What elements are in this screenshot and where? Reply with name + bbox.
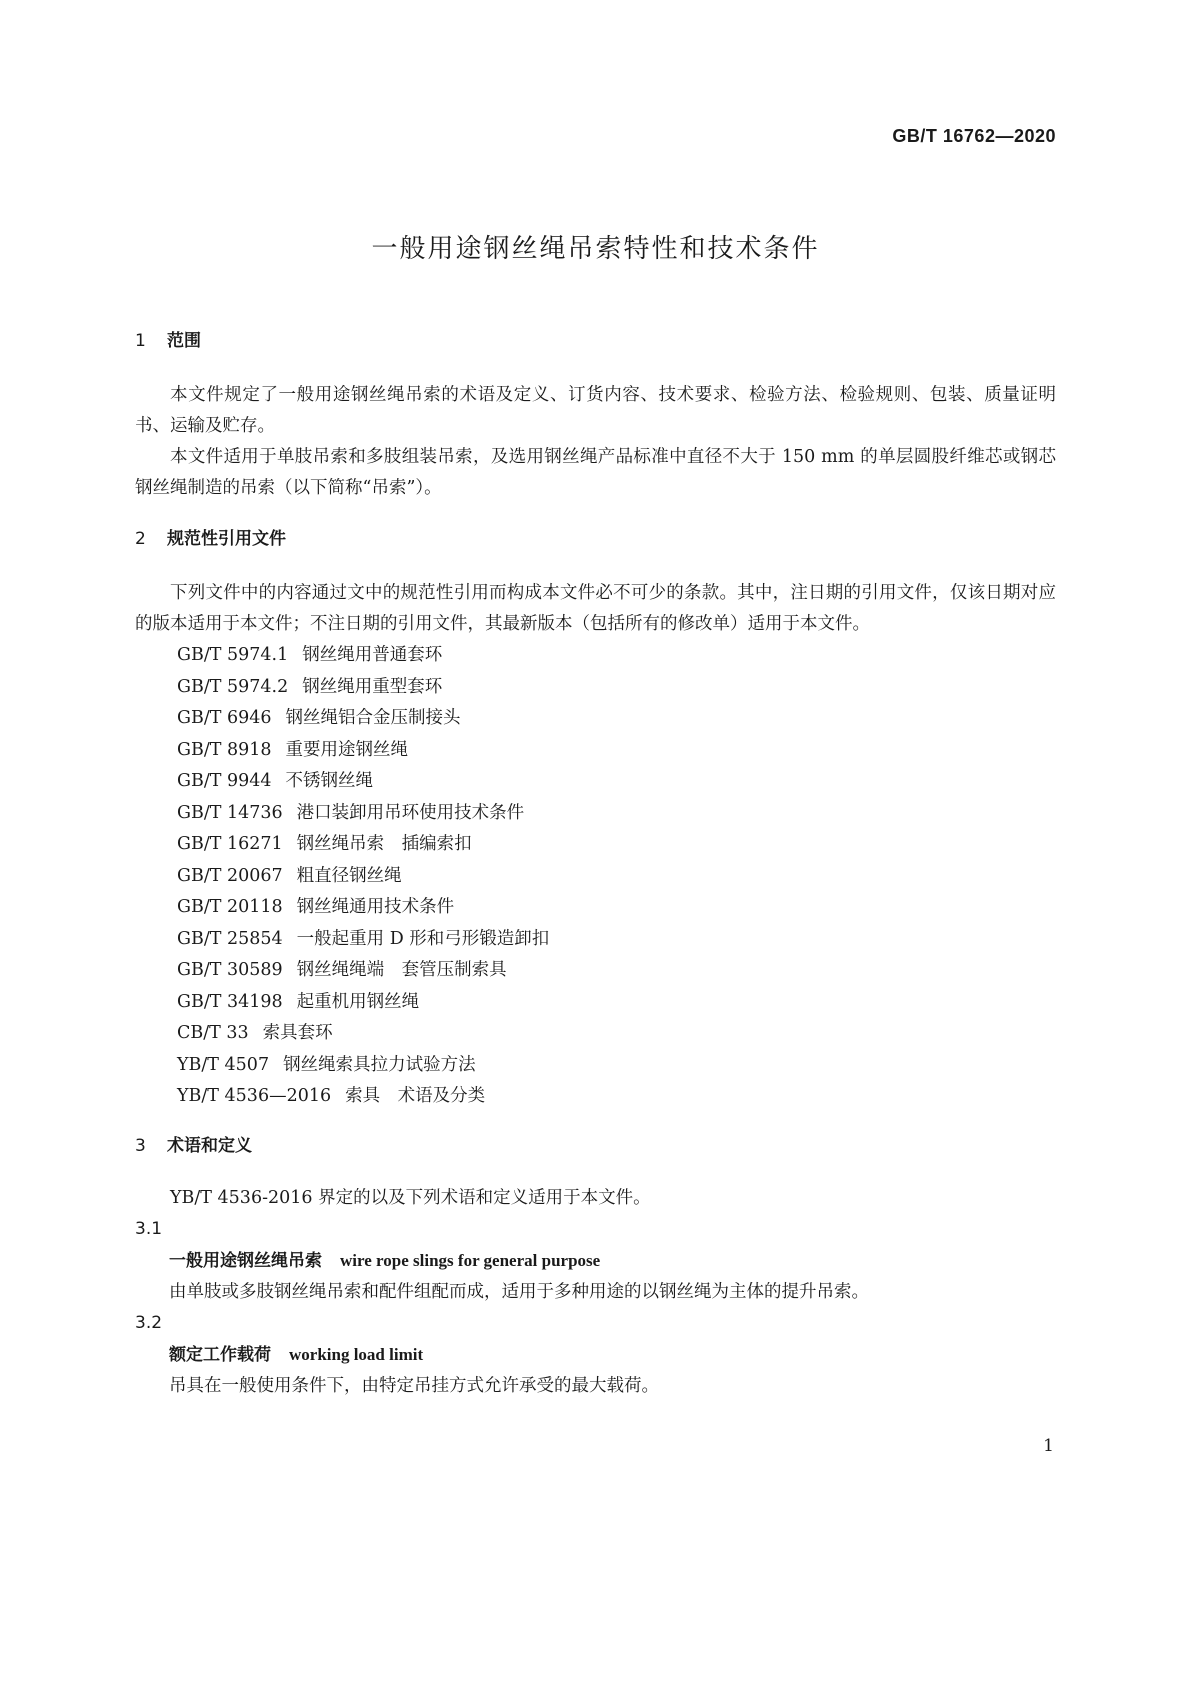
section-heading-references: [135, 528, 1056, 550]
page-number: 1: [1043, 1436, 1054, 1456]
section-number: 1: [135, 331, 146, 351]
reference-item: [135, 1050, 1056, 1082]
section-title: 范围: [167, 331, 201, 351]
reference-code: GB/T 20067: [177, 865, 283, 886]
term-number: 3.1: [135, 1218, 163, 1239]
section-title: 规范性引用文件: [167, 529, 286, 549]
reference-code: GB/T 5974.2: [177, 676, 289, 697]
reference-item: [135, 798, 1056, 830]
reference-title: 重要用途钢丝绳: [285, 739, 409, 760]
reference-item: [135, 703, 1056, 735]
reference-item: [135, 829, 1056, 861]
reference-title: 索具 术语及分类: [345, 1086, 486, 1106]
reference-title: 粗直径钢丝绳: [296, 865, 402, 886]
standard-number-header: GB/T 16762—2020: [892, 126, 1056, 146]
scope-paragraph-1: 本文件规定了一般用途钢丝绳吊索的术语及定义、订货内容、技术要求、检验方法、检验规则、包装、质量证明书、运输及贮存。: [135, 385, 1056, 436]
reference-item: [135, 924, 1056, 956]
reference-code: CB/T 33: [177, 1023, 249, 1043]
reference-title: 起重机用钢丝绳: [296, 991, 420, 1012]
document-title: 一般用途钢丝绳吊索特性和技术条件: [371, 234, 820, 264]
reference-title: 港口装卸用吊环使用技术条件: [296, 802, 525, 823]
reference-item: [135, 1081, 1056, 1113]
reference-title: 钢丝绳绳端 套管压制索具: [296, 960, 507, 980]
term-name-zh: 额定工作载荷: [169, 1344, 271, 1365]
reference-code: GB/T 9944: [177, 771, 272, 791]
term-name-en: wire rope slings for general purpose: [340, 1250, 601, 1270]
reference-item: [135, 955, 1056, 987]
scope-paragraph-2: 本文件适用于单肢吊索和多肢组装吊索，及选用钢丝绳产品标准中直径不大于 150 mm 的单层圆股纤维芯或钢芯钢丝绳制造的吊索（以下简称“吊索”）。: [135, 447, 1056, 498]
term-entry: [135, 1308, 1056, 1402]
reference-title: 钢丝绳用重型套环: [302, 676, 443, 697]
reference-code: GB/T 16271: [177, 834, 283, 854]
reference-code: GB/T 20118: [177, 897, 283, 917]
section-number: 3: [135, 1135, 146, 1156]
reference-list: [135, 640, 1056, 1113]
term-entry: [135, 1214, 1056, 1308]
reference-item: [135, 987, 1056, 1019]
reference-item: [135, 861, 1056, 893]
document-body: [135, 330, 1056, 1402]
terms-intro: YB/T 4536-2016 界定的以及下列术语和定义适用于本文件。: [170, 1187, 651, 1208]
term-definition: 吊具在一般使用条件下，由特定吊挂方式允许承受的最大载荷。: [169, 1375, 659, 1396]
reference-code: GB/T 6946: [177, 708, 272, 728]
reference-item: [135, 766, 1056, 798]
section-heading-terms: [135, 1135, 1056, 1157]
reference-code: GB/T 30589: [177, 960, 283, 980]
reference-item: [135, 892, 1056, 924]
reference-title: 不锈钢丝绳: [285, 771, 374, 791]
reference-item: [135, 735, 1056, 767]
section-title: 术语和定义: [167, 1135, 252, 1156]
section-heading-scope: [135, 330, 1056, 352]
reference-title: 钢丝绳吊索 插编索扣: [296, 834, 472, 854]
reference-title: 钢丝绳通用技术条件: [296, 897, 455, 917]
term-name: [135, 1339, 1056, 1371]
reference-title: 一般起重用 D 形和弓形锻造卸扣: [296, 928, 550, 949]
reference-title: 索具套环: [262, 1023, 333, 1043]
reference-code: YB/T 4536—2016: [177, 1086, 332, 1106]
term-name: [135, 1245, 1056, 1277]
references-intro: 下列文件中的内容通过文中的规范性引用而构成本文件必不可少的条款。其中，注日期的引用文件，仅该日期对应的版本适用于本文件；不注日期的引用文件，其最新版本（包括所有的修改单）适用于本文件。: [135, 583, 1056, 634]
term-name-en: working load limit: [289, 1344, 424, 1364]
reference-item: [135, 672, 1056, 704]
reference-code: GB/T 5974.1: [177, 645, 289, 665]
reference-title: 钢丝绳索具拉力试验方法: [283, 1054, 476, 1075]
reference-code: GB/T 25854: [177, 928, 283, 949]
reference-item: [135, 640, 1056, 672]
reference-title: 钢丝绳铝合金压制接头: [285, 708, 461, 728]
reference-item: [135, 1018, 1056, 1050]
term-name-zh: 一般用途钢丝绳吊索: [169, 1250, 322, 1271]
reference-code: GB/T 8918: [177, 739, 272, 760]
reference-title: 钢丝绳用普通套环: [302, 645, 443, 665]
reference-code: GB/T 34198: [177, 991, 283, 1012]
term-definition: 由单肢或多肢钢丝绳吊索和配件组配而成，适用于多种用途的以钢丝绳为主体的提升吊索。: [169, 1281, 869, 1302]
term-number: 3.2: [135, 1312, 163, 1333]
reference-code: GB/T 14736: [177, 802, 283, 823]
section-number: 2: [135, 529, 146, 549]
reference-code: YB/T 4507: [177, 1054, 270, 1075]
